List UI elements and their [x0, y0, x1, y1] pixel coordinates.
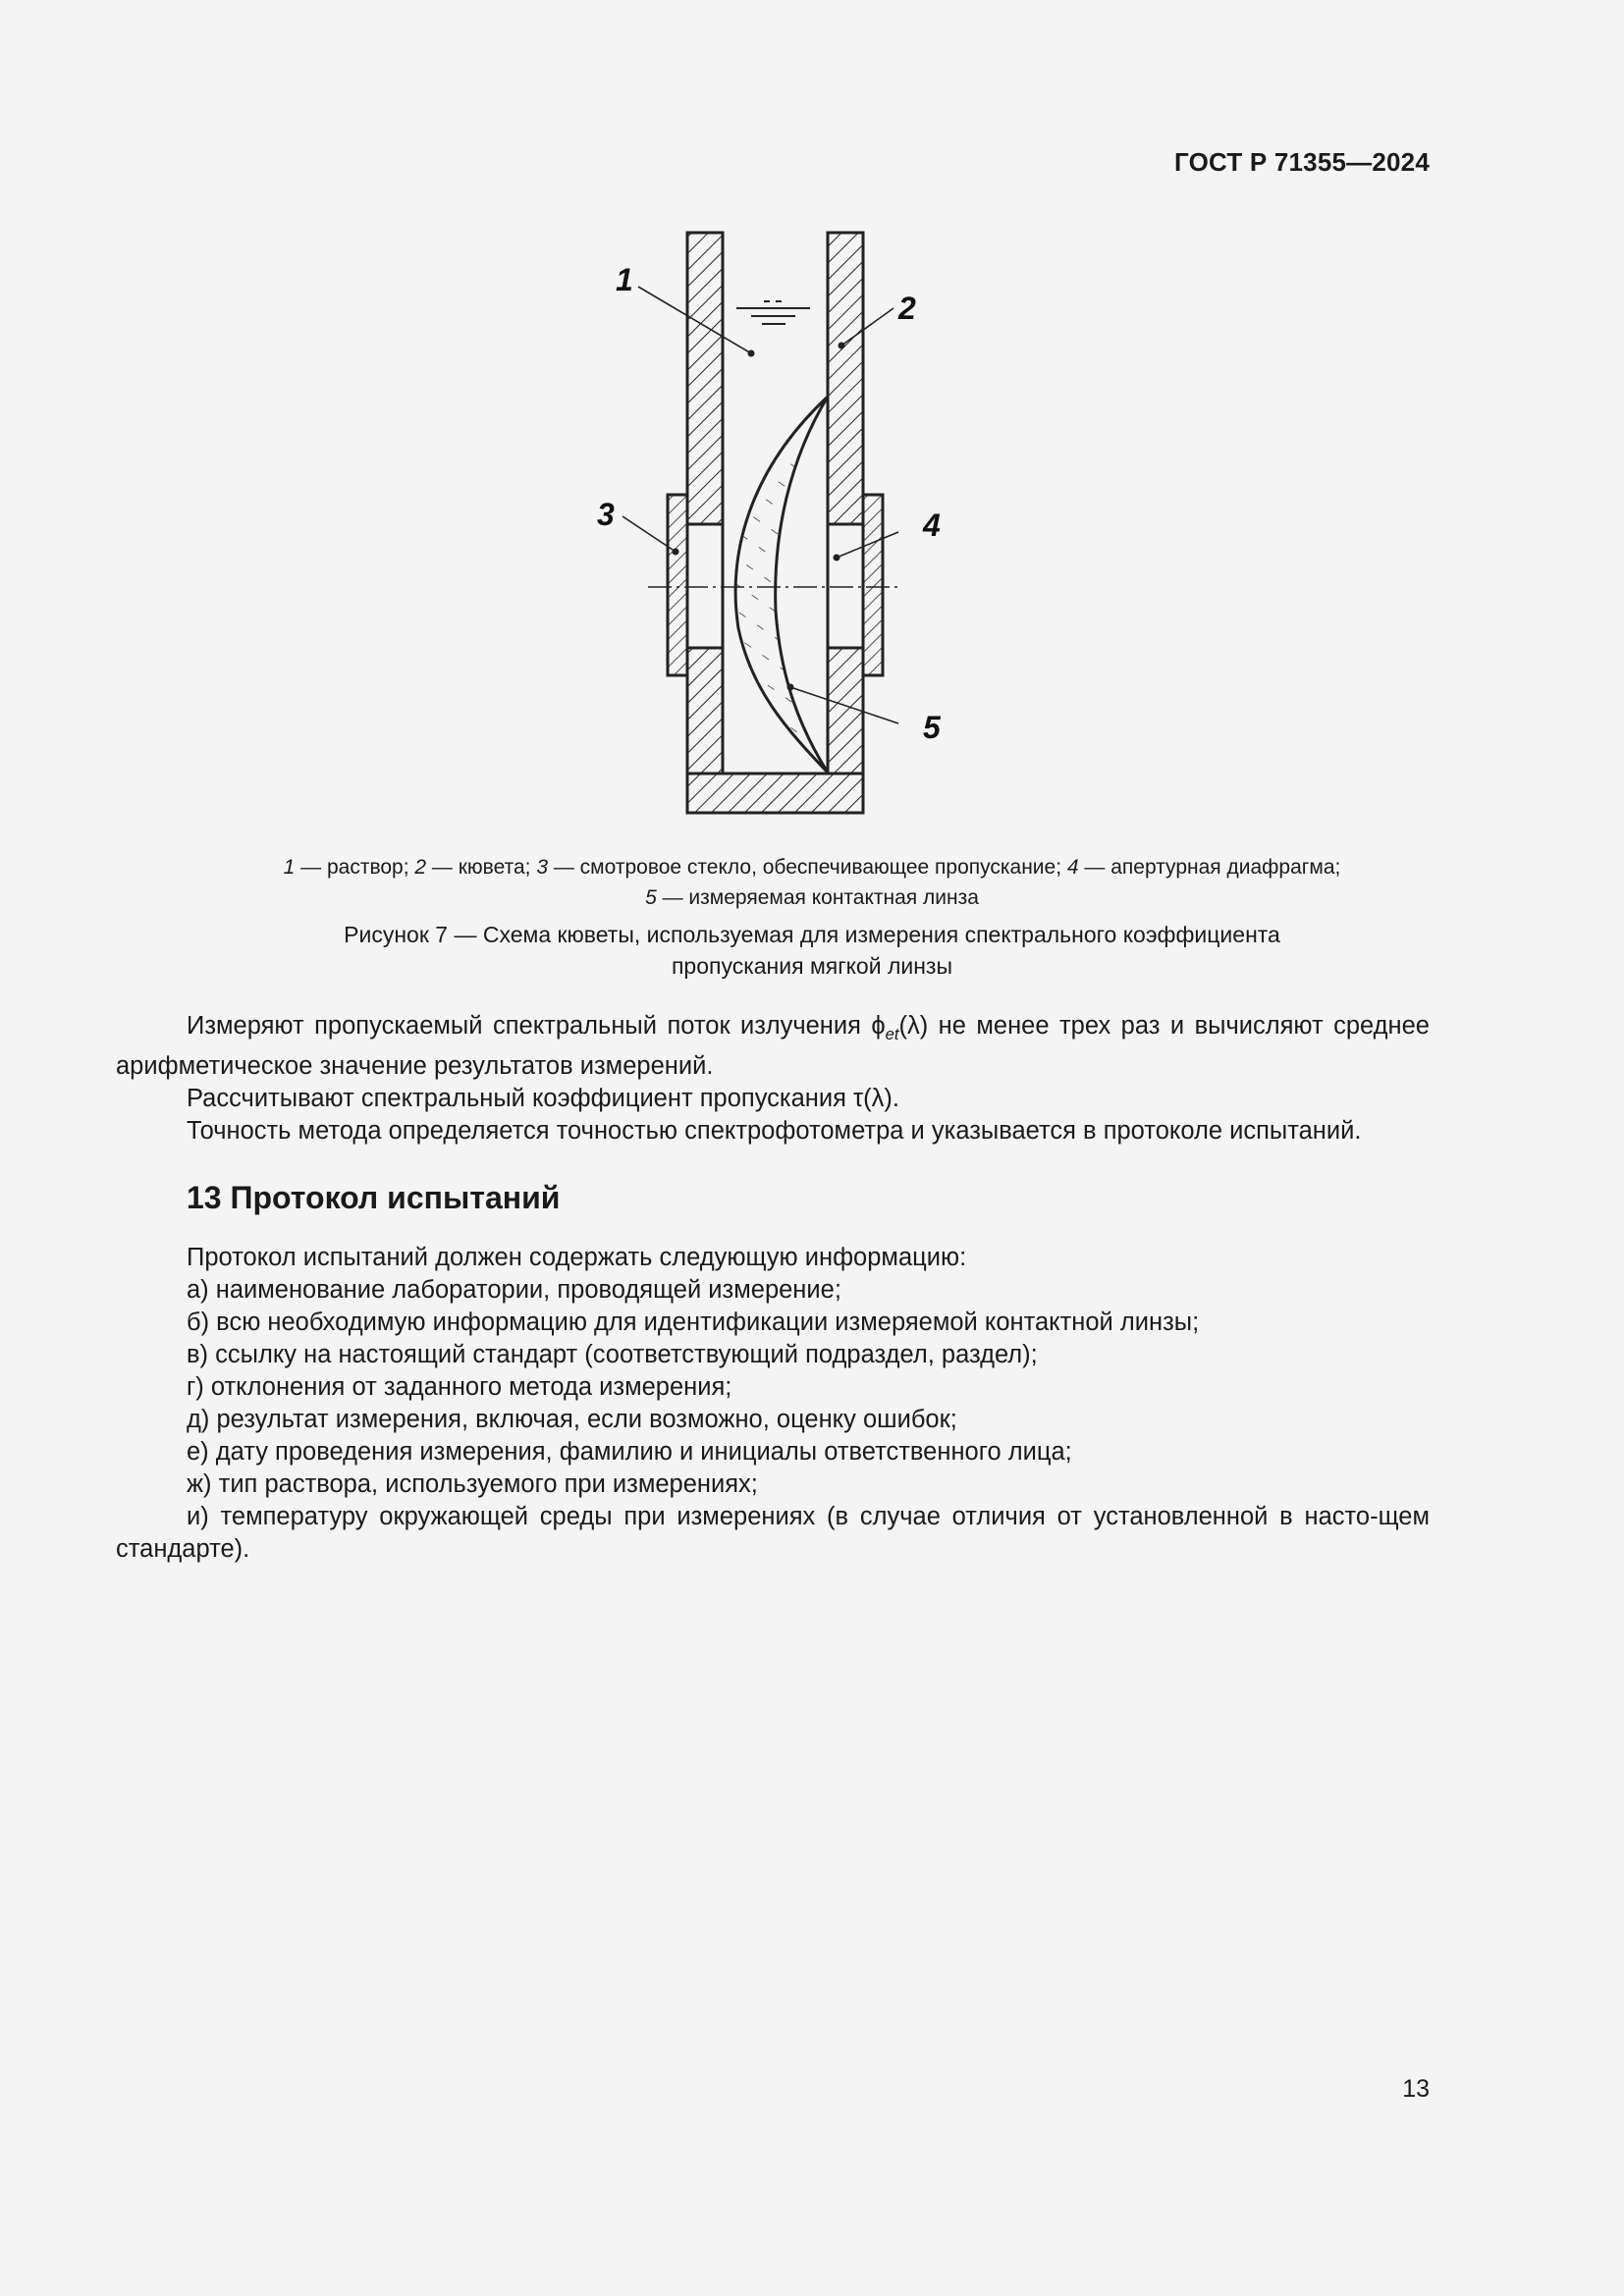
right-wall-upper — [828, 233, 863, 524]
paragraph-transmittance: Рассчитывают спектральный коэффициент пропускания τ(λ). — [187, 1085, 899, 1113]
paragraph-accuracy: Точность метода определяется точностью спектрофотометра и указывается в протоколе испытаний. — [187, 1117, 1362, 1146]
legend-text-5: — измеряемая контактная линза — [656, 886, 979, 909]
legend-num-2: 2 — [414, 856, 427, 879]
flux-subscript: et — [885, 1025, 899, 1044]
figure-legend — [0, 852, 1624, 913]
legend-num-4: 4 — [1066, 856, 1079, 879]
paragraph-flux-end: (λ) не менее трех раз и вычисляют среднее арифметическое значение результатов измерений. — [116, 1012, 1430, 1081]
list-item: б) всю необходимую информацию для идентификации измеряемой контактной линзы; — [187, 1308, 1200, 1336]
legend-text-4: — апертурная диафрагма; — [1078, 856, 1341, 879]
legend-line-2 — [0, 882, 1624, 913]
legend-num-1: 1 — [283, 856, 296, 879]
caption-line-2: пропускания мягкой линзы — [671, 953, 953, 979]
contact-lens — [735, 397, 828, 773]
callout-3: 3 — [597, 497, 615, 532]
callout-2: 2 — [898, 291, 916, 326]
legend-line-1 — [0, 852, 1624, 882]
document-code: ГОСТ Р 71355—2024 — [1174, 147, 1430, 177]
legend-text-3: — смотровое стекло, обеспечивающее пропускание; — [548, 856, 1067, 879]
callout-4: 4 — [923, 507, 941, 543]
cuvette-drawing — [589, 218, 943, 836]
figure-caption — [0, 919, 1624, 982]
viewing-glass — [668, 495, 687, 675]
left-wall-upper — [687, 233, 723, 524]
callout-1: 1 — [616, 262, 633, 297]
protocol-intro: Протокол испытаний должен содержать следующую информацию: — [187, 1244, 967, 1271]
legend-text-2: — кювета; — [426, 856, 537, 879]
aperture-diaphragm — [863, 495, 883, 675]
list-item: ж) тип раствора, используемого при измерениях; — [187, 1470, 758, 1498]
paragraph-flux-start: Измеряют пропускаемый спектральный поток излучения ϕ — [187, 1012, 886, 1040]
list-item: е) дату проведения измерения, фамилию и инициалы ответственного лица; — [187, 1438, 1072, 1466]
legend-num-5: 5 — [645, 886, 657, 909]
right-wall-lower — [828, 648, 863, 774]
page-number: 13 — [1402, 2075, 1430, 2103]
cuvette-bottom — [687, 774, 863, 813]
list-item: д) результат измерения, включая, если возможно, оценку ошибок; — [187, 1406, 957, 1433]
legend-num-3: 3 — [536, 856, 549, 879]
legend-text-1: — раствор; — [295, 856, 415, 879]
measurement-paragraphs — [116, 1010, 1430, 1148]
protocol-list — [116, 1242, 1430, 1566]
callout-5: 5 — [923, 710, 941, 745]
left-wall-lower — [687, 648, 723, 774]
cuvette-diagram — [589, 218, 943, 836]
list-item: и) температуру окружающей среды при измерениях (в случае отличия от установленной в насто-щем стандарте). — [116, 1503, 1430, 1563]
section-title: 13 Протокол испытаний — [187, 1180, 561, 1215]
list-item: г) отклонения от заданного метода измерения; — [187, 1373, 732, 1401]
list-item: в) ссылку на настоящий стандарт (соответствующий подраздел, раздел); — [187, 1341, 1038, 1368]
list-item: а) наименование лаборатории, проводящей измерение; — [187, 1276, 841, 1304]
caption-line-1: Рисунок 7 — Схема кюветы, используемая для измерения спектрального коэффициента — [344, 922, 1280, 947]
paragraph-flux — [116, 1010, 1430, 1083]
